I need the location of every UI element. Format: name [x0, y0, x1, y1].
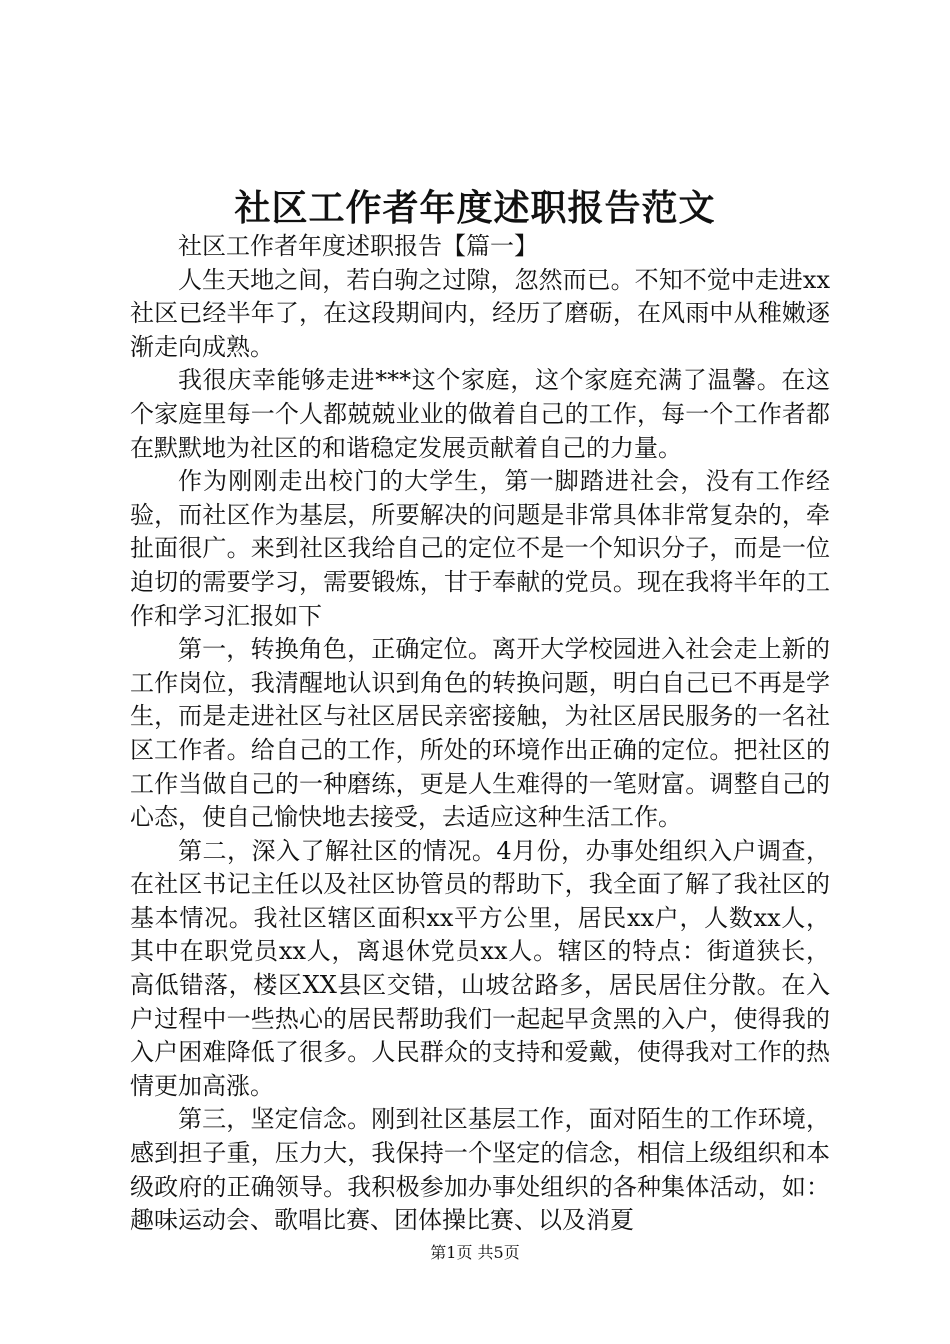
document-title: 社区工作者年度述职报告范文 — [234, 187, 716, 229]
paragraph: 第三，坚定信念。刚到社区基层工作，面对陌生的工作环境，感到担子重，压力大，我保持一个坚定的信念，相信上级组织和本级政府的正确领导。我积极参加办事处组织的各种集体活动，如：趣味运动会、歌唱比赛、团体操比赛、以及消夏 — [130, 1105, 830, 1235]
section-heading: 社区工作者年度述职报告【篇一】 — [178, 232, 538, 260]
page-number: 第1页 共5页 — [430, 1243, 520, 1262]
document-body — [130, 230, 830, 1238]
paragraph: 第一，转换角色，正确定位。离开大学校园进入社会走上新的工作岗位，我清醒地认识到角色的转换问题，明白自己已不再是学生，而是走进社区与社区居民亲密接触，为社区居民服务的一名社区工作者。给自己的工作，所处的环境作出正确的定位。把社区的工作当做自己的一种磨练，更是人生难得的一笔财富。调整自己的心态，使自己愉快地去接受，去适应这种生活工作。 — [130, 635, 830, 832]
paragraph: 作为刚刚走出校门的大学生，第一脚踏进社会，没有工作经验，而社区作为基层，所要解决的问题是非常具体非常复杂的，牵扯面很广。来到社区我给自己的定位不是一个知识分子，而是一位迫切的需要学习，需要锻炼，甘于奉献的党员。现在我将半年的工作和学习汇报如下 — [130, 467, 830, 630]
paragraph: 第二，深入了解社区的情况。4月份，办事处组织入户调查，在社区书记主任以及社区协管员的帮助下，我全面了解了我社区的基本情况。我社区辖区面积xx平方公里，居民xx户，人数xx人，其中在职党员xx人，离退休党员xx人。辖区的特点：街道狭长，高低错落，楼区XX县区交错，山坡岔路多，居民居住分散。在入户过程中一些热心的居民帮助我们一起起早贪黑的入户，使得我的入户困难降低了很多。人民群众的支持和爱戴，使得我对工作的热情更加高涨。 — [130, 836, 830, 1100]
paragraph: 人生天地之间，若白驹之过隙，忽然而已。不知不觉中走进xx社区已经半年了，在这段期间内，经历了磨砺，在风雨中从稚嫩逐渐走向成熟。 — [130, 265, 830, 361]
paragraph: 我很庆幸能够走进***这个家庭，这个家庭充满了温馨。在这个家庭里每一个人都兢兢业业的做着自己的工作，每一个工作者都在默默地为社区的和谐稳定发展贡献着自己的力量。 — [130, 366, 830, 462]
